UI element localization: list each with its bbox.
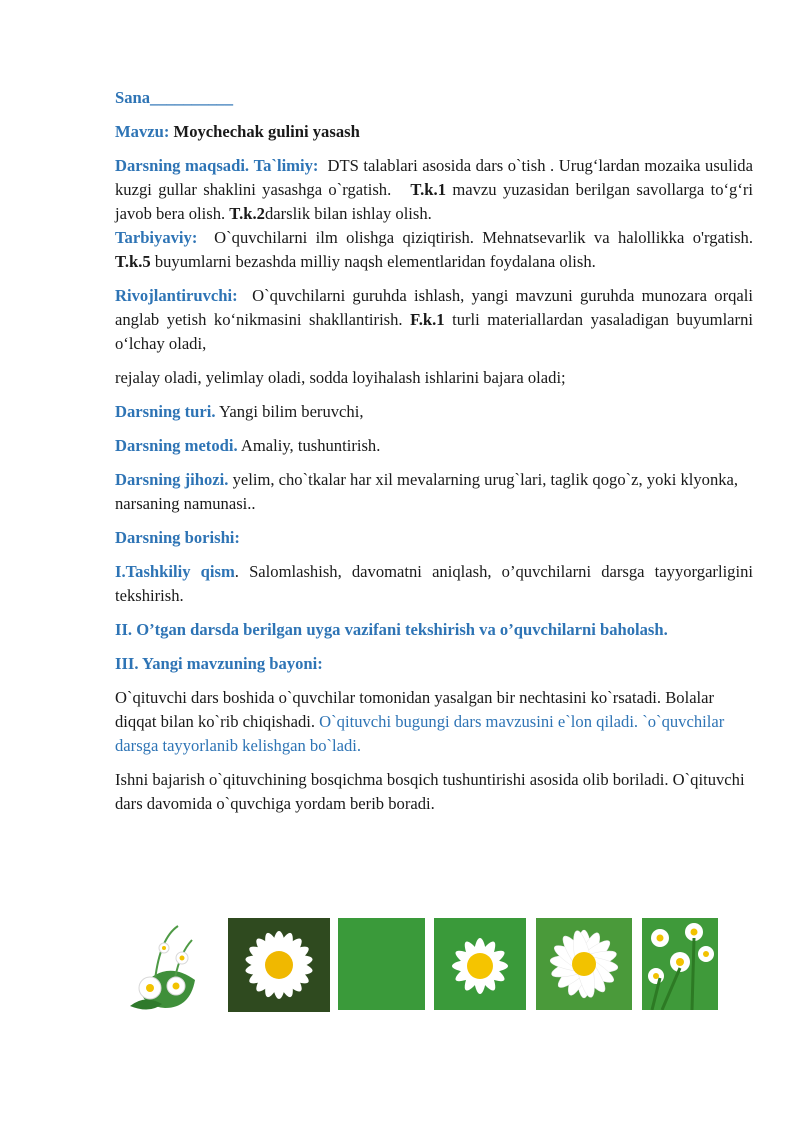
lesson-equipment: Darsning jihozi. yelim, cho`tkalar har xil mevalarning urug`lari, taglik qogo`z, yoki klyonka, narsaning namunasi.. (115, 470, 739, 513)
flower-images-row (120, 918, 720, 1018)
new-topic-heading: III. Yangi mavzuning bayoni: (115, 654, 323, 673)
chamomile-icon (536, 918, 632, 1010)
topic-line: Mavzu: Moychechak gulini yasash (115, 122, 360, 141)
date-line: Sana__________ (115, 88, 234, 107)
lesson-plan (115, 86, 753, 826)
lesson-method: Darsning metodi. Amaliy, tushuntirish. (115, 436, 381, 455)
daisy-bush-icon (120, 918, 210, 1014)
work-procedure: Ishni bajarish o`qituvchining bosqichma bosqich tushuntirishi asosida olib boriladi. O`qituvchi dars davomida o`quvchiga yordam berib boradi. (115, 770, 745, 813)
topic-explanation: O`qituvchi dars boshida o`quvchilar tomonidan yasalgan bir nechtasini ko`rsatadi. Bolalar diqqat bilan ko`rib chiqishadi. O`qituvchi bugungi dars mavzusini e`lon qiladi. `o`quvchilar darsga tayyorlanib kelishgan bo`ladi. (115, 688, 725, 755)
developmental-continued: rejalay oladi, yelimlay oladi, sodda loyihalash ishlarini bajara oladi; (115, 368, 566, 387)
green-square-icon (338, 918, 425, 1010)
daisy-closeup-icon (228, 918, 330, 1012)
mosaic-daisy-icon (434, 918, 526, 1010)
goal-upbringing: Tarbiyaviy: O`quvchilarni ilm olishga qiziqtirish. Mehnatsevarlik va halollikka o'rgatish. T.k.5 buyumlarni bezashda milliy naqsh elementlaridan foydalana olish. (115, 228, 754, 271)
organizational-part: I.Tashkiliy qism. Salomlashish, davomatni aniqlash, o’quvchilarni darsga tayyorgarligini tekshirish. (115, 562, 753, 605)
homework-check-heading: II. O’tgan darsda berilgan uyga vazifani tekshirish va o’quvchilarni baholash. (115, 620, 668, 639)
lesson-type: Darsning turi. Yangi bilim beruvchi, (115, 402, 364, 421)
goal-educational: Darsning maqsadi. Ta`limiy: DTS talablari asosida dars o`tish . Urug‘lardan mozaika usulida kuzgi gullar shaklini yasashga o`rgatish. T.k.1 mavzu yuzasidan berilgan savollarga to‘g‘ri javob bera olish. T.k.2darslik bilan ishlay olish. (115, 156, 753, 223)
lesson-progress-heading: Darsning borishi: (115, 528, 240, 547)
goal-developmental: Rivojlantiruvchi: O`quvchilarni guruhda ishlash, yangi mavzuni guruhda munozara orqali anglab yetish ko‘nikmasini shakllantirish. F.k.1 turli materiallardan yasaladigan buyumlarni o‘lchay oladi, (115, 286, 753, 353)
daisy-cluster-icon (642, 918, 718, 1010)
